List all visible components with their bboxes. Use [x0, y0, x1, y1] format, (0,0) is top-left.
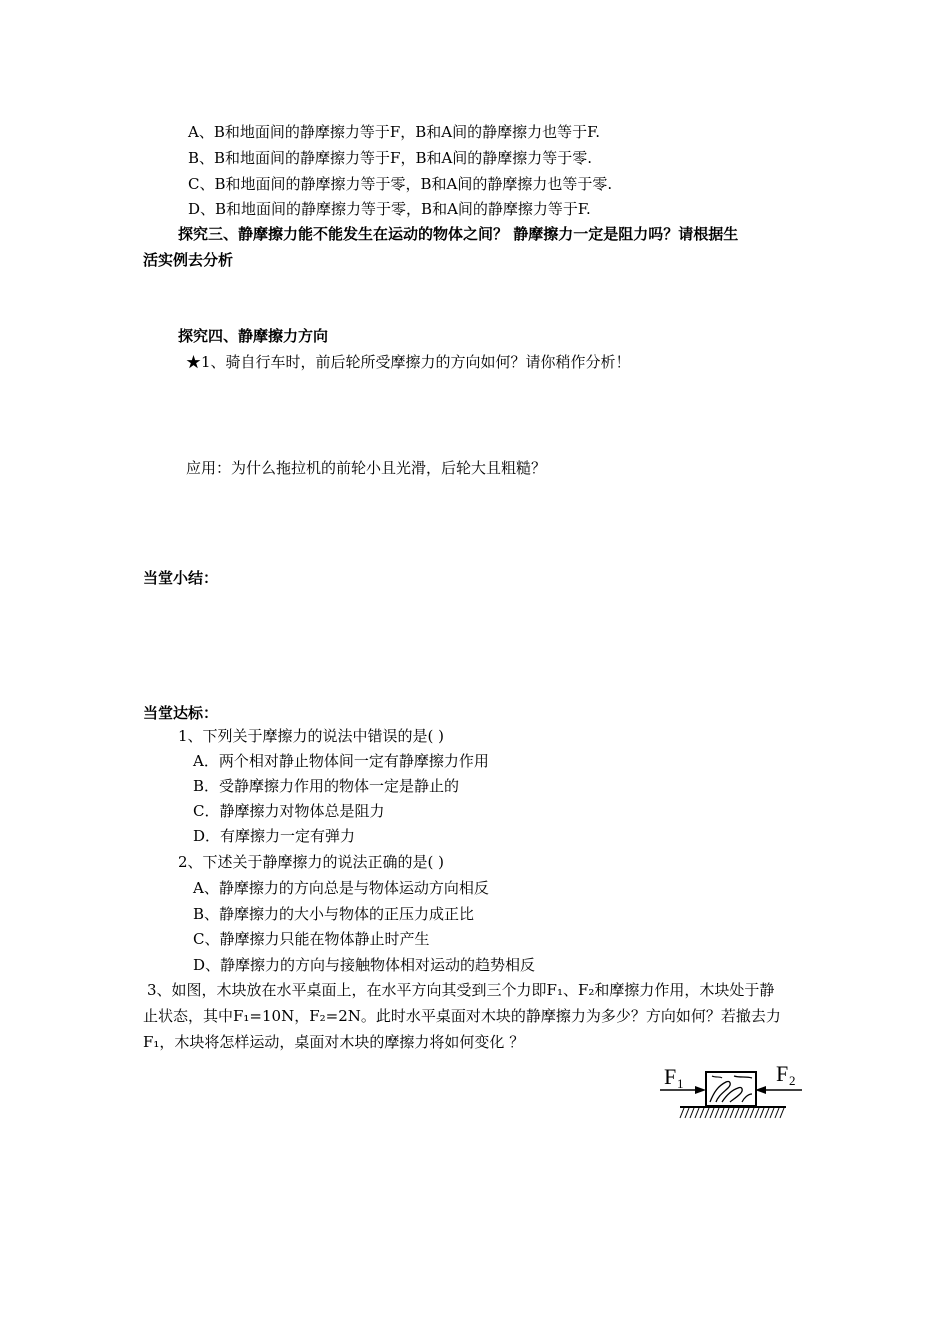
- table-surface: [680, 1107, 786, 1118]
- option-b-top: B、B和地面间的静摩擦力等于F，B和A间的静摩擦力等于零.: [188, 149, 593, 167]
- q2-option-a: A、静摩擦力的方向总是与物体运动方向相反: [193, 879, 489, 897]
- practice-title: 当堂达标：: [143, 704, 219, 722]
- q1-option-b: B．受静摩擦力作用的物体一定是静止的: [193, 777, 460, 795]
- q2-option-d: D、静摩擦力的方向与接触物体相对运动的趋势相反: [193, 956, 536, 974]
- explore4-question: ★1、骑自行车时，前后轮所受摩擦力的方向如何？请你稍作分析！: [186, 353, 631, 371]
- option-a-top: A、B和地面间的静摩擦力等于F，B和A间的静摩擦力也等于F.: [188, 123, 600, 141]
- q3-line2: 止状态，其中F₁=10N，F₂=2N。此时水平桌面对木块的静摩擦力为多少？方向如何？若撤去力: [143, 1007, 781, 1025]
- option-d-top: D、B和地面间的静摩擦力等于零，B和A间的静摩擦力等于F.: [188, 200, 591, 218]
- explore4-application: 应用：为什么拖拉机的前轮小且光滑，后轮大且粗糙？: [186, 459, 547, 477]
- wood-block: [706, 1072, 756, 1106]
- force-diagram: [656, 1064, 808, 1126]
- option-c-top: C、B和地面间的静摩擦力等于零，B和A间的静摩擦力也等于零.: [188, 175, 613, 193]
- f1-subscript: 1: [677, 1076, 684, 1091]
- q2-stem: 2、下述关于静摩擦力的说法正确的是( ): [178, 853, 445, 871]
- q3-line3: F₁，木块将怎样运动，桌面对木块的摩擦力将如何变化 ？: [143, 1033, 525, 1051]
- q2-option-c: C、静摩擦力只能在物体静止时产生: [193, 930, 430, 948]
- f2-subscript: 2: [789, 1073, 796, 1088]
- explore3-line1: 探究三、静摩擦力能不能发生在运动的物体之间？ 静摩擦力一定是阻力吗？请根据生: [178, 225, 739, 243]
- f1-label: F: [664, 1064, 677, 1089]
- summary-title: 当堂小结：: [143, 569, 219, 587]
- q1-stem: 1、下列关于摩擦力的说法中错误的是( ): [178, 727, 445, 745]
- q3-line1: 3、如图，木块放在水平桌面上，在水平方向其受到三个力即F₁、F₂和摩擦力作用，木块处于静: [147, 981, 775, 999]
- q2-option-b: B、静摩擦力的大小与物体的正压力成正比: [193, 905, 475, 923]
- q1-option-c: C．静摩擦力对物体总是阻力: [193, 802, 385, 820]
- explore4-title: 探究四、静摩擦力方向: [178, 327, 329, 345]
- q1-option-d: D．有摩擦力一定有弹力: [193, 827, 356, 845]
- q1-option-a: A．两个相对静止物体间一定有静摩擦力作用: [193, 752, 489, 770]
- f2-label: F: [776, 1064, 789, 1086]
- explore3-line2: 活实例去分析: [143, 251, 234, 269]
